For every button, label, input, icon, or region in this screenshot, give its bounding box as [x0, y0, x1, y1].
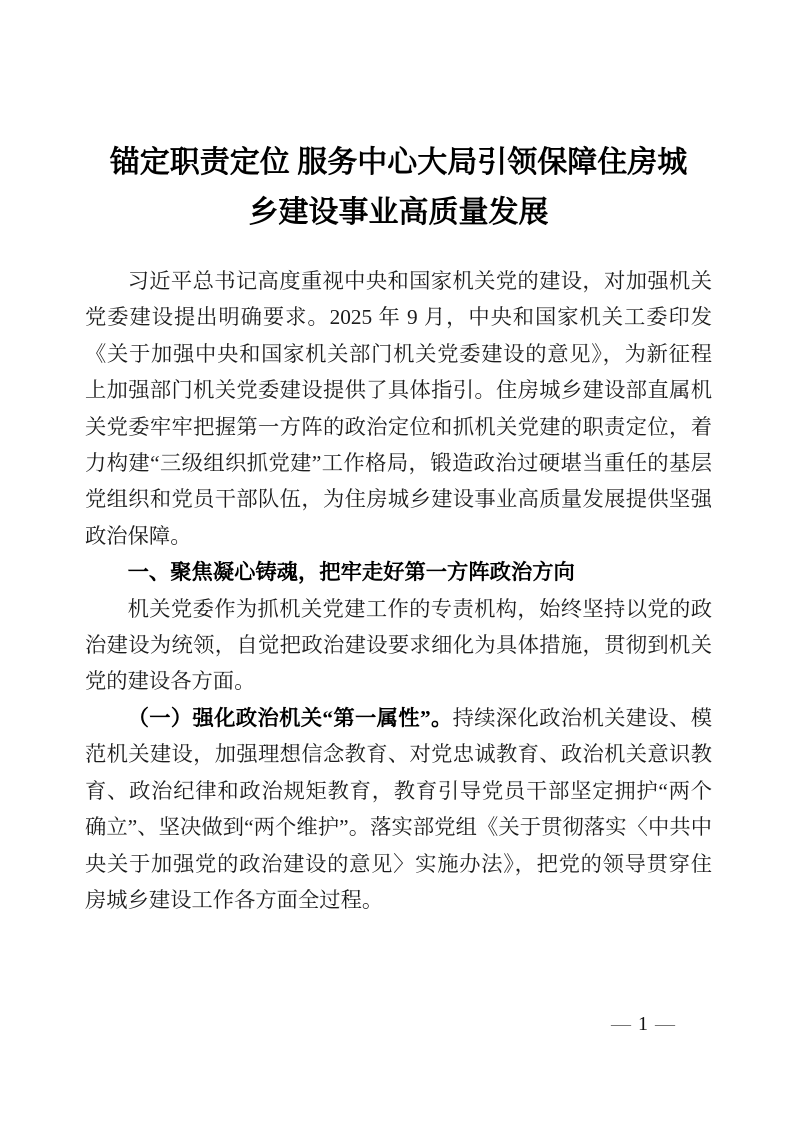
document-body [85, 263, 712, 918]
title-line-1: 锚定职责定位 服务中心大局引领保障住房城 [109, 146, 688, 179]
page-footer [611, 1012, 675, 1036]
document-content [85, 0, 712, 918]
section-heading: 一、聚焦凝心铸魂，把牢走好第一方阵政治方向 [127, 560, 575, 585]
footer-dash-right: — [655, 1013, 675, 1035]
paragraph-lead: （一）强化政治机关“第一属性”。 [127, 705, 453, 730]
paragraph: 机关党委作为抓机关党建工作的专责机构，始终坚持以党的政治建设为统领，自觉把政治建设要求细化为具体措施，贯彻到机关党的建设各方面。 [85, 596, 712, 694]
page-number: 1 [638, 1013, 648, 1035]
document-title [85, 0, 712, 238]
paragraph: （一）强化政治机关“第一属性”。持续深化政治机关建设、模范机关建设，加强理想信念教育、对党忠诚教育、政治机关意识教育、政治纪律和政治规矩教育，教育引导党员干部坚定拥护“两个确立”、坚决做到“两个维护”。落实部党组《关于贯彻落实〈中共中央关于加强党的政治建设的意见〉实施办法》，把党的领导贯穿住房城乡建设工作各方面全过程。 [85, 705, 712, 912]
footer-dash-left: — [611, 1013, 631, 1035]
paragraph: 习近平总书记高度重视中央和国家机关党的建设，对加强机关党委建设提出明确要求。2025 年 9 月，中央和国家机关工委印发《关于加强中央和国家机关部门机关党委建设的意见》，为新征程上加强部门机关党委建设提供了具体指引。住房城乡建设部直属机关党委牢牢把握第一方阵的政治定位和抓机关党建的职责定位，着力构建“三级组织抓党建”工作格局，锻造政治过硬堪当重任的基层党组织和党员干部队伍，为住房城乡建设事业高质量发展提供坚强政治保障。 [85, 269, 712, 548]
title-line-2: 乡建设事业高质量发展 [248, 196, 549, 229]
